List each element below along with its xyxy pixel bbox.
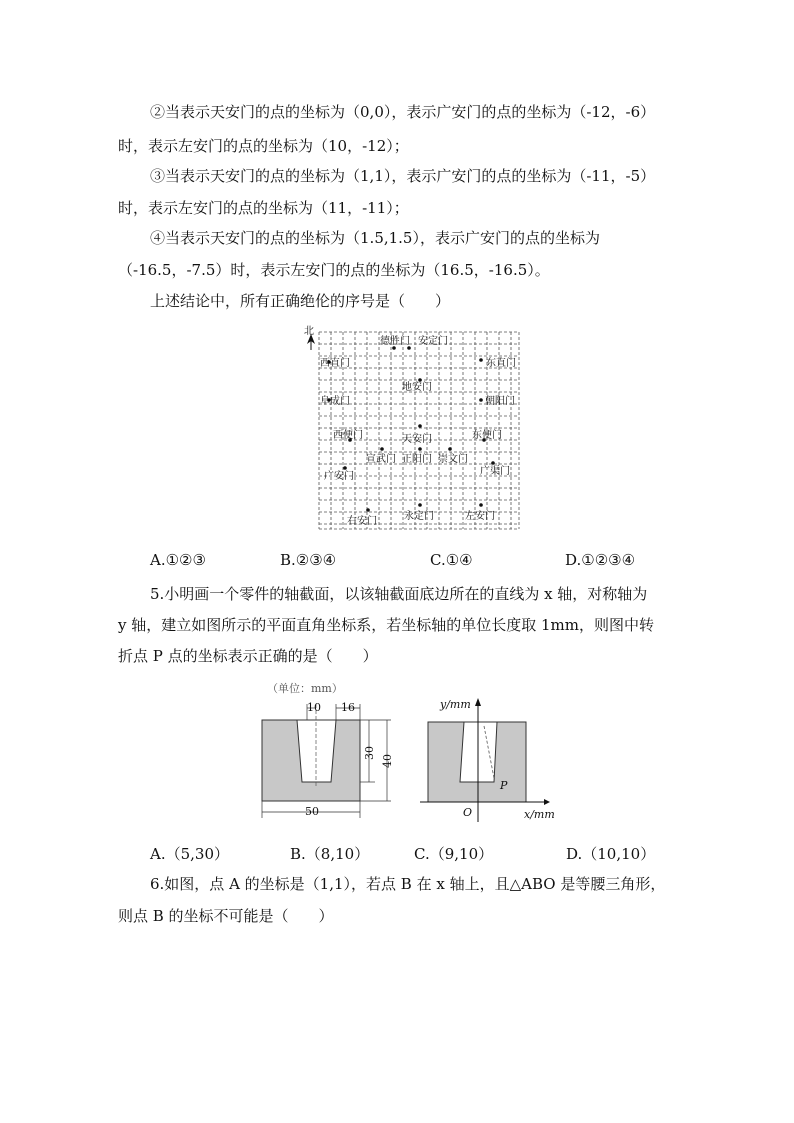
y-axis-label: y/mm xyxy=(440,698,471,711)
q5-option-a: A.（5,30） xyxy=(150,845,229,863)
statement-3-line2: 时，表示左安门的点的坐标为（11，-11）； xyxy=(118,199,409,217)
label-guanganmen: 广安门 xyxy=(324,471,354,482)
beijing-gates-map xyxy=(300,322,525,534)
dim-16: 16 xyxy=(341,701,355,714)
label-zuoanmen: 左安门 xyxy=(465,511,495,522)
label-chongwenmen: 崇文门 xyxy=(438,454,468,465)
label-fuchengmen: 阜成门 xyxy=(320,396,350,407)
north-label: 北 xyxy=(304,326,314,337)
statement-2-line2: 时，表示左安门的点的坐标为（10，-12）； xyxy=(118,137,409,155)
option-a: A.①②③ xyxy=(150,551,206,569)
label-dongbianmen: 东便门 xyxy=(472,430,502,441)
q6-line2: 则点 B 的坐标不可能是（ ） xyxy=(118,907,334,925)
dim-30: 30 xyxy=(363,746,376,760)
y-axis-arrow-icon xyxy=(475,698,481,706)
label-tiananmen: 天安门 xyxy=(402,434,432,445)
label-chaoyangmen: 朝阳门 xyxy=(485,396,515,407)
q6-line1: 6.如图，点 A 的坐标是（1,1），若点 B 在 x 轴上，且△ABO 是等腰三角形， xyxy=(150,875,666,893)
label-xizhimen: 西直门 xyxy=(320,358,350,369)
option-b: B.②③④ xyxy=(280,551,337,569)
x-axis-arrow-icon xyxy=(544,799,550,805)
label-yongdingmen: 永定门 xyxy=(404,511,434,522)
q5-option-c: C.（9,10） xyxy=(414,845,494,863)
question-prompt: 上述结论中，所有正确绝伦的序号是（ ） xyxy=(150,292,451,310)
point-p-label: P xyxy=(500,779,508,792)
part-cross-section-figure xyxy=(255,678,405,823)
part-slot xyxy=(297,720,336,782)
q5-line2: y 轴，建立如图所示的平面直角坐标系，若坐标轴的单位长度取 1mm，则图中转 xyxy=(118,616,655,634)
dim-40: 40 xyxy=(381,754,394,768)
part-coordinate-figure xyxy=(420,690,570,825)
dim-10: 10 xyxy=(307,701,321,714)
q5-line1: 5.小明画一个零件的轴截面，以该轴截面底边所在的直线为 x 轴，对称轴为 xyxy=(150,585,648,603)
label-guangqumen: 广渠门 xyxy=(480,466,510,477)
statement-4-line2: （-16.5，-7.5）时，表示左安门的点的坐标为（16.5，-16.5）。 xyxy=(118,261,550,279)
label-andingmen: 安定门 xyxy=(418,336,448,347)
label-dianmen: 地安门 xyxy=(402,382,432,393)
origin-label: O xyxy=(463,806,473,819)
label-youanmen: 右安门 xyxy=(347,516,377,527)
label-xuanwumen: 宣武门 xyxy=(366,454,396,465)
statement-2-line1: ②当表示天安门的点的坐标为（0,0），表示广安门的点的坐标为（-12，-6） xyxy=(150,103,656,121)
option-d: D.①②③④ xyxy=(565,551,636,569)
q5-option-d: D.（10,10） xyxy=(566,845,656,863)
unit-label: （单位：mm） xyxy=(267,682,343,695)
label-deshengmen: 德胜门 xyxy=(380,336,410,347)
statement-4-line1: ④当表示天安门的点的坐标为（1.5,1.5），表示广安门的点的坐标为 xyxy=(150,229,600,247)
label-xibianmen: 西便门 xyxy=(333,430,363,441)
statement-3-line1: ③当表示天安门的点的坐标为（1,1），表示广安门的点的坐标为（-11，-5） xyxy=(150,167,656,185)
q5-option-b: B.（8,10） xyxy=(290,845,370,863)
dim-50: 50 xyxy=(305,805,319,818)
label-dongzhimen: 东直门 xyxy=(486,358,516,369)
option-c: C.①④ xyxy=(430,551,473,569)
q5-line3: 折点 P 点的坐标表示正确的是（ ） xyxy=(118,647,378,665)
label-zhengyangmen: 正阳门 xyxy=(402,454,432,465)
x-axis-label: x/mm xyxy=(524,808,555,821)
